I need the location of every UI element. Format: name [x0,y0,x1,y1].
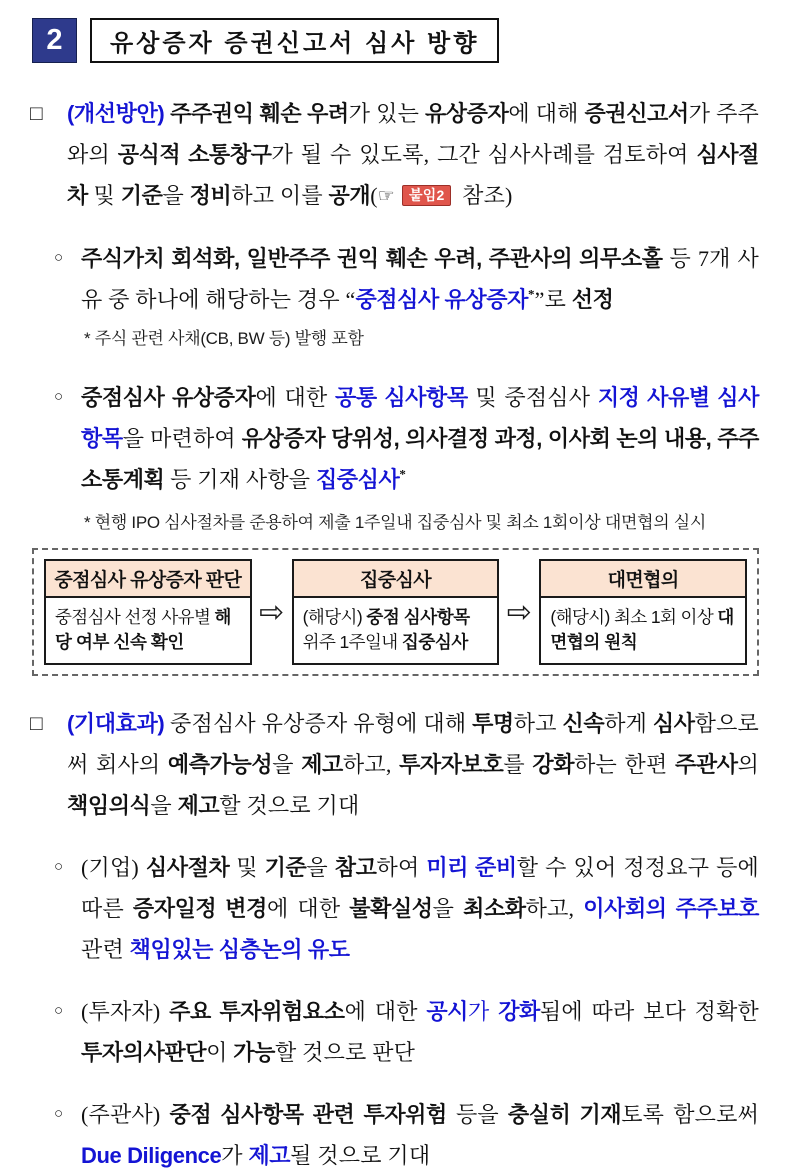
bullet-investor [54,991,759,1073]
circle-bullet-icon: ○ [54,1003,64,1019]
diagram-box-judgment-title: 중점심사 유상증자 판단 [46,561,250,598]
diagram-box-judgment-body: 중점심사 선정 사유별 해당 여부 신속 확인 [55,607,232,652]
diagram-box-judgment [44,559,252,665]
right-arrow-icon: ⇨ [506,594,532,630]
diagram-box-meeting [539,559,747,665]
page-title: 유상증자 증권신고서 심사 방향 [90,18,499,63]
square-bullet-icon: □ [30,711,43,735]
process-flow-diagram [32,548,759,676]
bullet-review-items [54,377,759,500]
bullet-selection-criteria [54,238,759,320]
paragraph-improvement-plan [30,93,759,217]
section-number-badge: 2 [32,18,77,63]
bullet-selection-text: 주식가치 회석화, 일반주주 권익 훼손 우려, 주관사의 의무소홀 등 7개 사유 중 하나에 해당하는 경우 “중점심사 유상증자*”로 선정 [81,246,760,312]
right-arrow-icon: ⇨ [259,594,285,630]
paragraph-expected-effect-text: (기대효과) 중점심사 유상증자 유형에 대해 투명하고 신속하게 심사함으로써 회사의 예측가능성을 제고하고, 투자자보호를 강화하는 한편 주관사의 책임의식을 제고할 것으로 기대 [67,711,760,818]
diagram-box-meeting-title: 대면협의 [541,561,745,598]
paragraph-improvement-text: (개선방안) 주주권익 훼손 우려가 있는 유상증자에 대해 증권신고서가 주주와의 공식적 소통창구가 될 수 있도록, 그간 심사사례를 검토하여 심사절차 및 기준을 정비하고 이를 공개(☞ 붙임2 참조) [67,101,760,208]
diagram-box-focused-review [292,559,500,665]
circle-bullet-icon: ○ [54,859,64,875]
diagram-box-focused-review-body: (해당시) 중점 심사항목 위주 1주일내 집중심사 [302,607,470,652]
circle-bullet-icon: ○ [54,250,64,266]
bullet-investor-text: (투자자) 주요 투자위험요소에 대한 공시가 강화됨에 따라 보다 정확한 투자의사판단이 가능할 것으로 판단 [81,999,760,1065]
section-header [32,18,759,63]
diagram-box-focused-review-title: 집중심사 [294,561,498,598]
square-bullet-icon: □ [30,101,43,125]
bullet-underwriter-text: (주관사) 중점 심사항목 관련 투자위험 등을 충실히 기재토록 함으로써 Due Diligence가 제고될 것으로 기대 [81,1102,759,1168]
footnote-ipo-procedure: * 현행 IPO 심사절차를 준용하여 제출 1주일내 집중심사 및 최소 1회이상 대면협의 실시 [84,513,706,532]
paragraph-expected-effect [30,703,759,826]
circle-bullet-icon: ○ [54,389,64,405]
bullet-company [54,847,759,970]
footnote-cb-bw: * 주식 관련 사채(CB, BW 등) 발행 포함 [84,329,364,348]
bullet-review-items-text: 중점심사 유상증자에 대한 공통 심사항목 및 중점심사 지정 사유별 심사항목을 마련하여 유상증자 당위성, 의사결정 과정, 이사회 논의 내용, 주주 소통계획 등 기재 사항을 집중심사* [81,385,760,492]
bullet-company-text: (기업) 심사절차 및 기준을 참고하여 미리 준비할 수 있어 정정요구 등에 따른 증자일정 변경에 대한 불확실성을 최소화하고, 이사회의 주주보호 관련 책임있는 심층논의 유도 [81,855,760,962]
diagram-box-meeting-body: (해당시) 최소 1회 이상 대면협의 원칙 [550,607,734,652]
circle-bullet-icon: ○ [54,1106,64,1122]
bullet-underwriter [54,1094,759,1176]
